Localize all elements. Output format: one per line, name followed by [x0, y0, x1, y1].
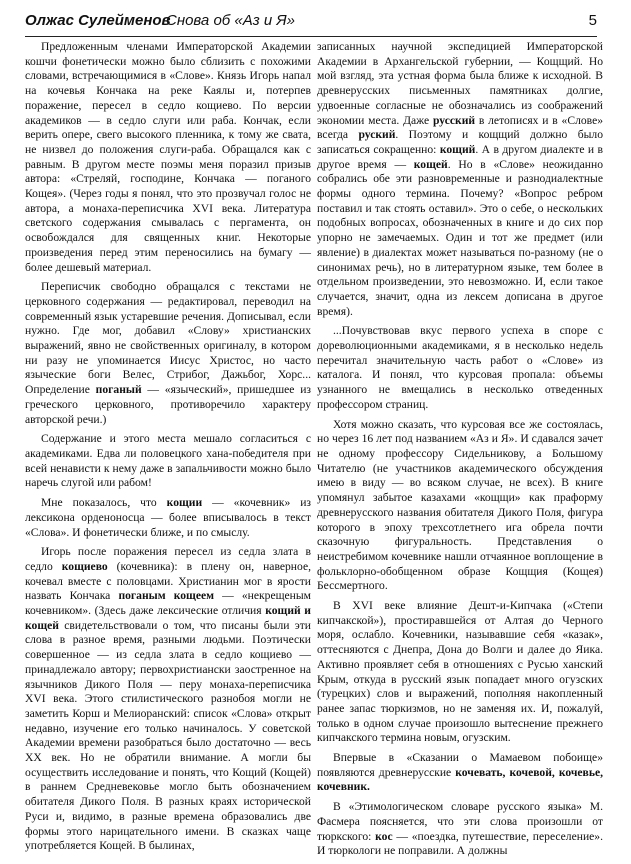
bold-term: кощей	[413, 157, 448, 171]
text-run: — «некрещеным кочевником». (Здесь даже лексические отличия	[25, 589, 311, 618]
paragraph	[25, 545, 311, 854]
text-run: в летописях и в «Слове» всегда	[317, 113, 604, 142]
bold-term: кос	[375, 829, 393, 843]
text-run: — «поездка, путешествие, переселение». И тюркологи не поправили. А должны	[317, 829, 603, 858]
bold-term: поганым кощеем	[118, 589, 215, 603]
paragraph	[317, 599, 603, 746]
text-run: Мне показалось, что	[41, 496, 167, 510]
text-run: — «языческий», пришедшее из греческого церковного, противоречило характеру авторской речи.)	[25, 383, 311, 426]
text-run: — «кочевник» из лексикона орденоносца — более вписывалось в текст «Слова». И фонетически ближе, и по смыслу.	[25, 496, 311, 539]
paragraph	[25, 40, 311, 275]
paragraph	[317, 751, 603, 795]
paragraph	[317, 40, 603, 319]
bold-term: поганый	[95, 383, 142, 397]
text-run: Содержание и этого места мешало согласиться с академиками. Едва ли половецкого хана-победителя при всей ненависти к нему даже в запальчивости можно было наречь слугой или рабом!	[25, 432, 311, 490]
paragraph	[25, 432, 311, 491]
bold-term: кощиево	[61, 559, 108, 573]
header-title: Снова об «Аз и Я»	[166, 12, 295, 29]
bold-term: кочевать, кочевой, кочевье, кочевник.	[317, 765, 603, 794]
text-run: (кочевника): в плену он, наверное, кочевал вместе с половцами. Христианин мог в ярости назвать Кончака	[25, 559, 311, 603]
page-number: 5	[588, 12, 597, 29]
paragraph	[317, 800, 603, 859]
text-run: Игорь после поражения пересел из седла злата в седло	[25, 545, 311, 573]
page-header	[25, 12, 597, 37]
text-run: . А в другом диалекте и в другое время —	[317, 142, 603, 171]
text-run: . Поэтому и кощщий должно было записаться сокращенно:	[317, 128, 603, 156]
left-column	[25, 40, 311, 859]
bold-term: русский	[432, 113, 476, 127]
bold-term: кощий	[439, 142, 476, 156]
paragraph	[317, 324, 603, 412]
paragraph	[317, 418, 603, 594]
text-run: В «Этимологическом словаре русского языка» М. Фасмера поясняется, что эти слова произошли от тюркского:	[317, 800, 603, 843]
text-run: ...Почувствовав вкус первого успеха в споре с дореволюционными академиками, я в несколько недель перечитал значительную часть работ о «Слове» из каталога. И понял, что курсовая пропала: объемы узнанного не вмещались в несколько отведенных профессором страниц.	[317, 324, 603, 411]
paragraph	[25, 496, 311, 540]
bold-term: кощии	[166, 496, 203, 510]
bold-term: кощий и кощей	[25, 604, 311, 632]
paragraph	[25, 280, 311, 427]
bold-term: руский	[358, 128, 396, 142]
text-run: Переписчик свободно обращался с текстами не церковного содержания — редактировал, переводил на современный язык устаревшие речения. Дописывал, если нужно. Где мог, добавил «Слову» христианских выражений, явно не свойственных оригиналу, в котором ни разу не упоминается Иисус Христос, но часто языческие боги Велес, Стрибог, Дажьбог, Хорс... Определение	[25, 280, 311, 397]
text-run: Хотя можно сказать, что курсовая все же состоялась, но через 16 лет под названием «Аз и Я». И сдавался зачет не одному профессору Сидельникову, а Большому Читателю (не участников академического обсуждения имею в виду — во всяком случае, не всех). В книге упомянул забытое казахами «кощщи» как праформу древнерусского названия обитателя Дикого Поля, фигура которого в эпоху трехсотлетнего ига обрела почти сказочную фигуральность. Представления о неистребимом кочевнике нашли отчаянное воплощение в фольклорно-обобщенном образе Кощщия (Кощея) Бессмертного.	[317, 417, 603, 593]
text-run: свидетельствовали о том, что писаны были эти слова в разное время, разными людьми. Поэтически совершенное — из седла злата в седло кощиево — принадлежало автору; первохристиански заостренное на язычников Дикого Поля — перу монаха-переписчика XVI века. Этого стилистического разнобоя могли не заметить Корш и Мелиоранский: список «Слова» открыт недавно, изучение его только начиналось. У советской Академии времени разобраться было достаточно — весь XX век. Но не обратили внимание. А могли бы осуществить исследование и понять, что Кощий (Кощей) в раннем Средневековье могло быть обозначением обитателя Дикого Поля. В разных краях исторической Руси и, видимо, в разные времена образовались две формы этого нарицательного имени. В сказках чаще употребляется Кощей. В былинах,	[25, 618, 311, 853]
text-run: записанных научной экспедицией Императорской Академии в Архангельской губернии, — Кощщий. Но мой взгляд, эта устная форма была ближе к исходной. В древнерусских письменных памятниках долгие, удвоенные согласные не обозначались из соображений экономии места. Даже	[317, 40, 603, 127]
text-run: . Но в «Слове» неожиданно собрались обе эти разновременные и разнодиалектные формы одного термина. Почему? «Вопрос ребром поставил и так стоять оставил». Это о себе, о нескольких подобных вопросах, обозначенных в книге и до сих пор упорно не замечаемых. Один и тот же предмет (или явление) в диалектах может называться по-разному (не о синонимах речь), но в литературном языке, тем более в отдельном произведении, это невозможно. И, если такое случается, значит, одна из лексем дописана в другое время).	[317, 157, 603, 318]
right-column	[317, 40, 603, 864]
header-author: Олжас Сулейменов	[25, 12, 171, 29]
text-run: Впервые в «Сказании о Мамаевом побоище» появляются древнерусские	[317, 751, 603, 779]
text-run: Предложенным членами Императорской Академии кошчи фонетически можно было сблизить с похожими словами, встречающимися в «Слове». Князь Игорь напал на кочевья Кончака на реке Каялы и, потерпев поражение, пересел в седло кощиево. По версии академиков — в седло слуги или раба. Кончак, если верить опере, свего высокого пленника, к тому же свата, не низвел до положения слуги-раба. Обращался как с равным. В другом месте поэмы меня поразил призыв автора: «Стреляй, господине, Кончака — поганого Кощея». (Через годы я понял, что это прозвучал голос не автора, а монаха-переписчика XVI века. Литература светского содержания смывалась с пергамента, он освобождался для священных книг. Некоторые произведения перед этим переносились на бумагу — более дешевый материал.	[25, 40, 311, 274]
text-run: В XVI веке влияние Дешт-и-Кипчака («Степи кипчакской»), простиравшейся от Алтая до Черного моря, ослабло. Кочевники, называвшие себя «казак», оттесняются с Днепра, Дона до Волги и далее до Яика. Активно проявляет себя в отношениях с Русью ханский Крым, откуда в русский язык попадает много огузских (турецких) слов и выражений, пополняя накопленный ранее запас тюркизмов, но не заменяя их. И, пожалуй, только в одном случае произошло вытеснение прежнего кипчакского термина новым, огузским.	[317, 599, 603, 745]
